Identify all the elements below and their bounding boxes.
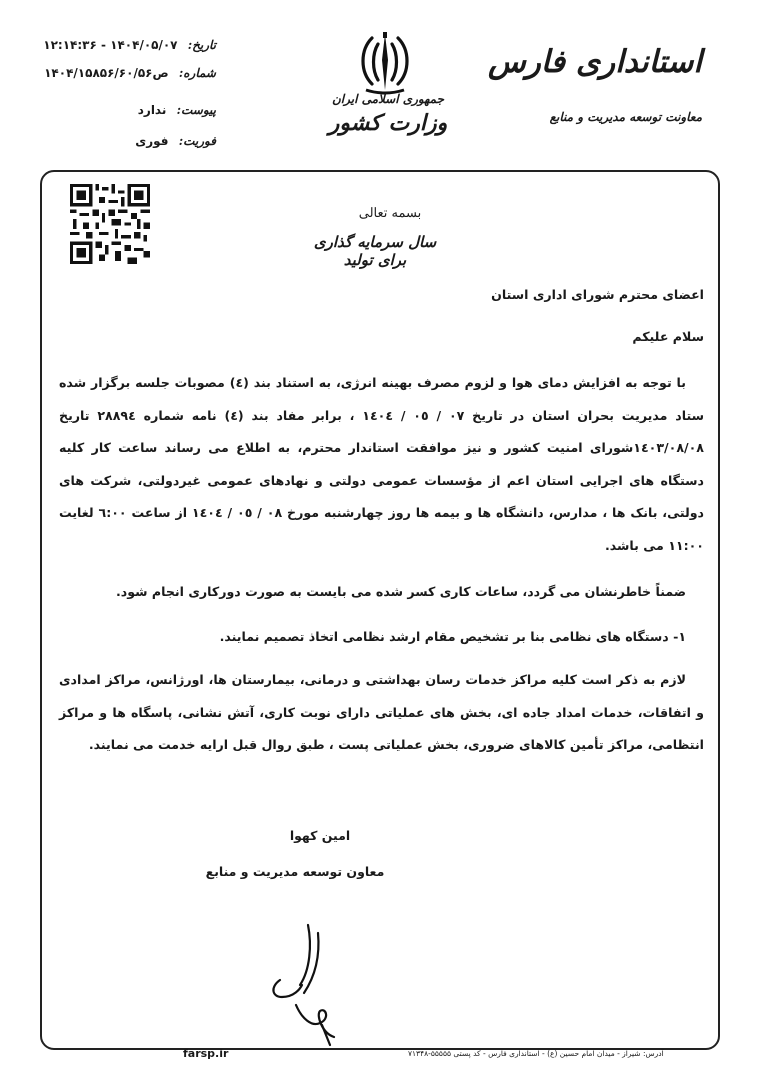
meta-number-label: شماره:	[178, 66, 216, 80]
letter-frame	[40, 170, 720, 1050]
meta-attachment-value: ندارد	[137, 103, 167, 117]
basmala: بسمه تعالی	[358, 206, 422, 221]
footer-address: آدرس: شیراز - میدان امام حسین (ع) - استانداری فارس - کد پستی ۵۵۵۵۵-۷۱۳۴۸	[408, 1049, 664, 1058]
meta-urgency-value: فوری	[135, 134, 169, 148]
meta-number	[44, 66, 216, 80]
organization-title: استانداری فارس	[487, 44, 702, 80]
republic-title: جمهوری اسلامی ایران	[331, 92, 445, 106]
meta-attachment	[138, 103, 216, 117]
meta-attachment-label: پیوست:	[176, 103, 216, 117]
handwritten-signature	[260, 915, 370, 1050]
paragraph-remote-work: ضمناً خاطرنشان می گردد، ساعات کاری کسر شده می بایست به صورت دورکاری انجام شود.	[115, 584, 686, 599]
paragraph-exceptions: لازم به ذکر است کلیه مراکز خدمات رسان بهداشتی و درمانی، بیمارستان ها، اورژانس، مراکز امدادی و اتفاقات، خدمات امداد جاده ای، بخش های عملیاتی دارای نوبت کاری، آتش نشانی، پاسگاه ها و مراکز انتظامی، مراکز تأمین کالاهای ضروری، بخش عملیاتی پست ، طبق روال قبل ارایه خدمت می نمایند.	[59, 672, 704, 752]
signer-name: امین کهوا	[289, 828, 351, 843]
greeting: سلام علیکم	[632, 329, 704, 344]
recipient: اعضای محترم شورای اداری استان	[491, 287, 704, 302]
meta-date	[43, 38, 216, 52]
department-title: معاونت توسعه مدیریت و منابع	[549, 110, 702, 124]
paragraph-main: با توجه به افزایش دمای هوا و لزوم مصرف بهینه انرژی، به استناد بند (٤) مصوبات جلسه برگزار شده ستاد مدیریت بحران استان در تاریخ ٠٧ / ٠٥ / ١٤٠٤ ، برابر مفاد بند (٤) نامه شماره ٢٨٨٩٤ تاریخ ١٤٠٣/٠٨/٠٨شورای امنیت کشور و نیز موافقت استاندار محترم، به اطلاع می رساند ساعت کار کلیه دستگاه های اجرایی استان اعم از مؤسسات عمومی دولتی و نهادهای عمومی غیردولتی، شرکت های دولتی، بانک ها ، مدارس، دانشگاه ها و بیمه ها روز چهارشنبه مورخ ٠٨ / ٠٥ / ١٤٠٤ از ساعت ٦:٠٠ لغایت ١١:٠٠ می باشد.	[59, 375, 705, 553]
meta-date-value: ۱۴۰۴/۰۵/۰۷ - ۱۲:۱۴:۳۶	[43, 38, 178, 52]
signer-title: معاون توسعه مدیریت و منابع	[205, 864, 385, 879]
meta-date-label: تاریخ:	[187, 38, 216, 52]
paragraph-military: ١- دستگاه های نظامی بنا بر تشخیص مقام ارشد نظامی اتخاذ تصمیم نمایند.	[219, 629, 686, 644]
footer-website: farsp.ir	[183, 1047, 229, 1060]
qr-code-icon	[70, 184, 150, 264]
meta-urgency-label: فوریت:	[178, 134, 216, 148]
iran-emblem-icon	[350, 30, 420, 100]
meta-urgency	[135, 134, 216, 148]
ministry-title: وزارت کشور	[328, 110, 448, 136]
year-slogan: سال سرمایه گذاری برای تولید	[313, 233, 437, 269]
meta-number-value: ص۱۴۰۴/۱۵۸۵۶/۶۰/۵۶	[44, 66, 169, 80]
